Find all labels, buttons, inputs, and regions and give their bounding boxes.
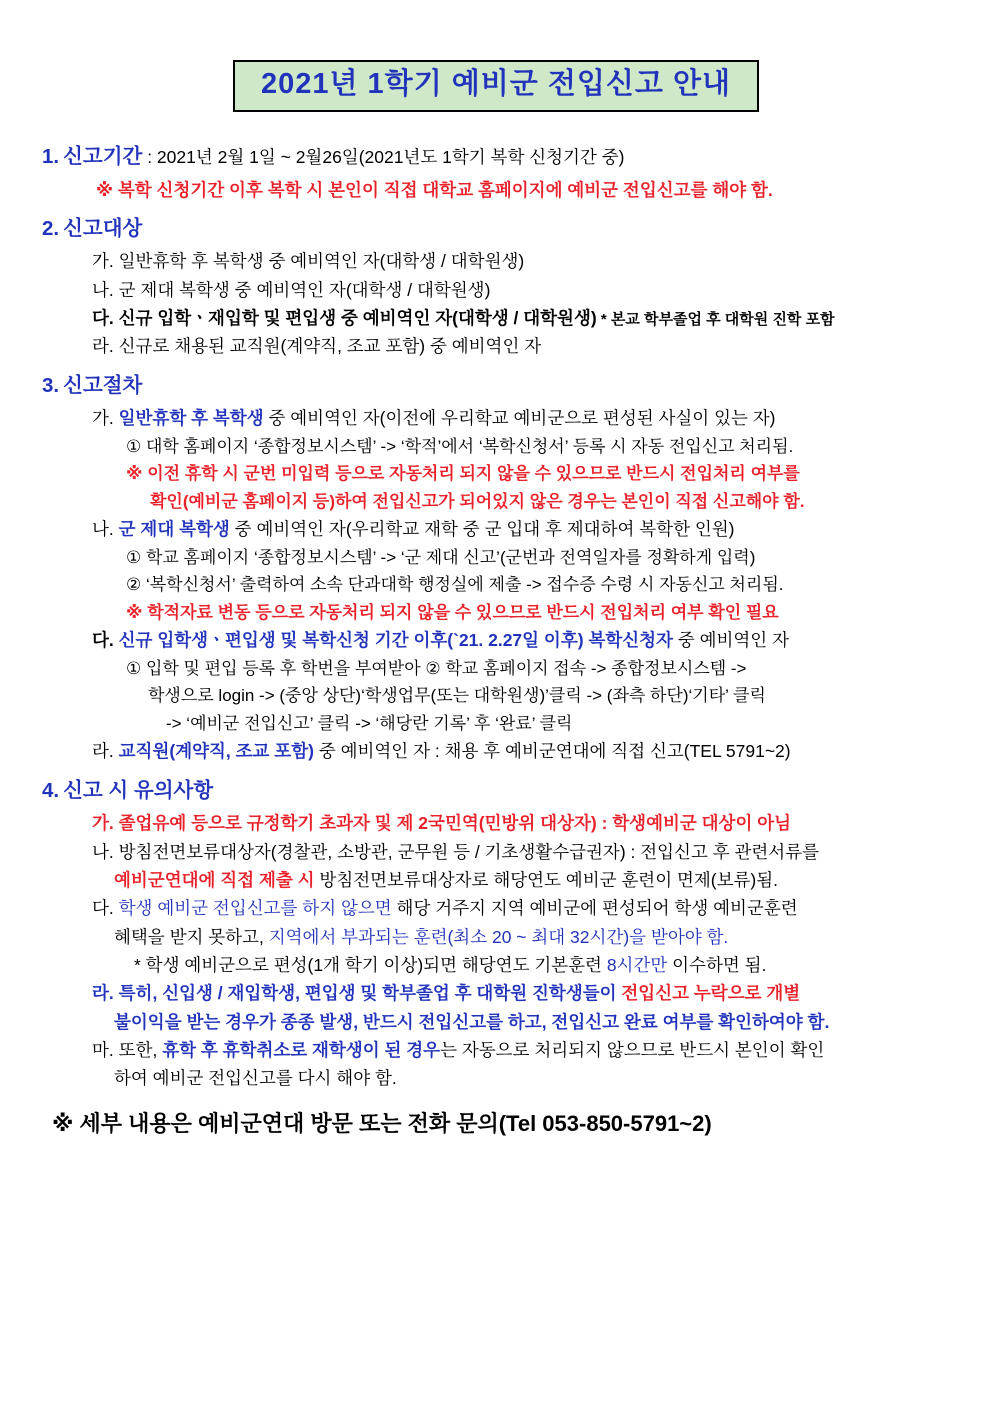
section-2-number: 2. (42, 216, 60, 240)
list-item-cont (92, 866, 958, 894)
section-2-heading (42, 214, 958, 244)
item-text: 일반휴학 후 복학생 중 예비역인 자(대학생 / 대학원생) (118, 251, 525, 272)
section-4-title: 신고 시 유의사항 (63, 778, 214, 802)
list-item-cont (92, 1008, 958, 1036)
page-title: 2021년 1학기 예비군 전입신고 안내 (233, 60, 759, 112)
list-item-cont (92, 923, 958, 951)
sub-list-item: 학생으로 login -> (중앙 상단)‘학생업무(또는 대학원생)’클릭 -> (좌측 하단)‘기타’ 클릭 (148, 686, 766, 706)
item-text: 는 자동으로 처리되지 않으므로 반드시 본인이 확인 (440, 1040, 825, 1061)
section-3-number: 3. (42, 373, 60, 397)
item-marker: 다. (92, 630, 114, 651)
list-item (92, 276, 958, 304)
list-item (92, 1036, 958, 1064)
item-text-highlight: 지역에서 부과되는 훈련(최소 20 ~ 최대 32시간)을 받아야 함. (268, 926, 729, 947)
item-marker: 나. (92, 841, 114, 862)
list-item (92, 809, 958, 837)
sub-note: ※ 학적자료 변동 등으로 자동처리 되지 않을 수 있으므로 반드시 전입처리 여부 확인 필요 (126, 602, 779, 622)
section-2 (34, 214, 958, 361)
item-marker: 가. (92, 408, 114, 429)
item-text-highlight: 8시간만 (606, 955, 668, 976)
sub-list-item: ① 입학 및 편입 등록 후 학번을 부여받아 ② 학교 홈페이지 접속 -> 종합정보시스템 -> (126, 658, 747, 678)
section-4 (34, 776, 958, 1093)
item-text-note: * 본교 학부졸업 후 대학원 진학 포함 (596, 311, 835, 329)
footer-contact: ※ 세부 내용은 예비군연대 방문 또는 전화 문의(Tel 053-850-5791~2) (52, 1110, 712, 1136)
section-1-note: ※ 복학 신청기간 이후 복학 시 본인이 직접 대학교 홈페이지에 예비군 전입신고를 해야 함. (96, 179, 773, 200)
item-text: 중 예비역인 자 (672, 630, 789, 651)
section-1-heading (42, 142, 958, 172)
item-text: 방침전면보류대상자로 해당연도 예비군 훈련이 면제(보류)됨. (314, 869, 778, 890)
section-4-number: 4. (42, 778, 60, 802)
sub-list-item: -> ‘예비군 전입신고’ 클릭 -> ‘해당란 기록’ 후 ‘완료’ 클릭 (166, 713, 573, 733)
item-marker: 다. (92, 308, 114, 329)
item-text: 방침전면보류대상자(경찰관, 소방관, 군무원 등 / 기초생활수급권자) : 전입신고 후 관련서류를 (118, 841, 820, 862)
list-item (92, 515, 958, 543)
item-marker: 라. (92, 983, 114, 1004)
item-marker: 가. (92, 813, 114, 834)
section-1-number: 1. (42, 144, 60, 168)
section-3 (34, 371, 958, 766)
list-item (92, 332, 958, 360)
title-container (34, 60, 958, 112)
item-text-highlight: 불이익을 받는 경우가 종종 발생, 반드시 전입신고를 하고, 전입신고 완료 여부를 확인하여야 함. (114, 1011, 830, 1032)
item-text-highlight: 교직원(계약직, 조교 포함) (118, 741, 314, 762)
item-text: 이수하면 됨. (667, 955, 767, 976)
sub-note-cont: 확인(예비군 홈페이지 등)하여 전입신고가 되어있지 않은 경우는 본인이 직접 신고해야 함. (150, 491, 805, 511)
item-marker: 나. (92, 519, 114, 540)
list-item (92, 894, 958, 922)
item-text-highlight: 휴학 후 휴학취소로 재학생이 된 경우 (162, 1040, 441, 1061)
section-1-title: 신고기간 (63, 144, 143, 168)
section-2-title: 신고대상 (63, 216, 143, 240)
list-item (92, 304, 958, 332)
item-text: 신규로 채용된 교직원(계약직, 조교 포함) 중 예비역인 자 (118, 336, 542, 357)
list-item (92, 247, 958, 275)
item-marker: 라. (92, 336, 114, 357)
list-item (92, 404, 958, 432)
sub-list-item: ① 학교 홈페이지 ‘종합정보시스템’ -> ‘군 제대 신고’(군번과 전역일자를 정확하게 입력) (126, 547, 756, 567)
item-text-highlight: 신규 입학생ㆍ편입생 및 복학신청 기간 이후(`21. 2.27일 이후) 복학신청자 (118, 630, 673, 651)
item-text: 해당 거주지 지역 예비군에 편성되어 학생 예비군훈련 (391, 898, 798, 919)
list-item (92, 838, 958, 866)
sub-list-item: ① 대학 홈페이지 ‘종합정보시스템’ -> ‘학적’에서 ‘복학신청서’ 등록 시 자동 전입신고 처리됨. (126, 436, 794, 456)
section-1 (34, 142, 958, 204)
item-marker: 마. (92, 1040, 114, 1061)
item-text-highlight: 군 제대 복학생 (118, 519, 230, 540)
list-item (92, 737, 958, 765)
item-text: 중 예비역인 자(우리학교 재학 중 군 입대 후 제대하여 복학한 인원) (229, 519, 735, 540)
item-marker: 나. (92, 279, 114, 300)
sub-list-item: ② ‘복학신청서’ 출력하여 소속 단과대학 행정실에 제출 -> 접수증 수령 시 자동신고 처리됨. (126, 575, 784, 595)
item-marker: 라. (92, 741, 114, 762)
section-3-title: 신고절차 (63, 373, 143, 397)
item-text: 혜택을 받지 못하고, (114, 926, 269, 947)
section-1-period: : 2021년 2월 1일 ~ 2월26일(2021년도 1학기 복학 신청기간 중) (142, 146, 625, 167)
item-text: 졸업유예 등으로 규정학기 초과자 및 제 2국민역(민방위 대상자) : 학생예비군 대상이 아님 (118, 813, 792, 834)
item-text-highlight: 학생 예비군 전입신고를 하지 않으면 (118, 898, 392, 919)
item-text: * 학생 예비군으로 편성(1개 학기 이상)되면 해당연도 기본훈련 (134, 955, 607, 976)
item-text-warning: 전입신고 누락으로 개별 (621, 983, 801, 1004)
item-text-highlight: 예비군연대에 직접 제출 시 (114, 869, 315, 890)
section-4-heading (42, 776, 958, 806)
list-item-cont: 하여 예비군 전입신고를 다시 해야 함. (114, 1068, 397, 1089)
list-item (92, 626, 958, 654)
item-text: 군 제대 복학생 중 예비역인 자(대학생 / 대학원생) (118, 279, 491, 300)
item-text: 중 예비역인 자 : 채용 후 예비군연대에 직접 신고(TEL 5791~2) (313, 741, 791, 762)
item-text: 중 예비역인 자(이전에 우리학교 예비군으로 편성된 사실이 있는 자) (263, 408, 776, 429)
item-text-highlight: 일반휴학 후 복학생 (118, 408, 264, 429)
item-text-bold: 신규 입학ㆍ재입학 및 편입생 중 예비역인 자(대학생 / 대학원생) (118, 308, 597, 329)
item-marker: 가. (92, 251, 114, 272)
item-text: 또한, (118, 1040, 163, 1061)
list-item (92, 979, 958, 1007)
sub-note: ※ 이전 휴학 시 군번 미입력 등으로 자동처리 되지 않을 수 있으므로 반드시 전입처리 여부를 (126, 464, 800, 484)
item-marker: 다. (92, 898, 114, 919)
list-item-footnote (92, 951, 958, 979)
item-text-highlight: 특히, 신입생 / 재입학생, 편입생 및 학부졸업 후 대학원 진학생들이 (118, 983, 622, 1004)
section-3-heading (42, 371, 958, 401)
